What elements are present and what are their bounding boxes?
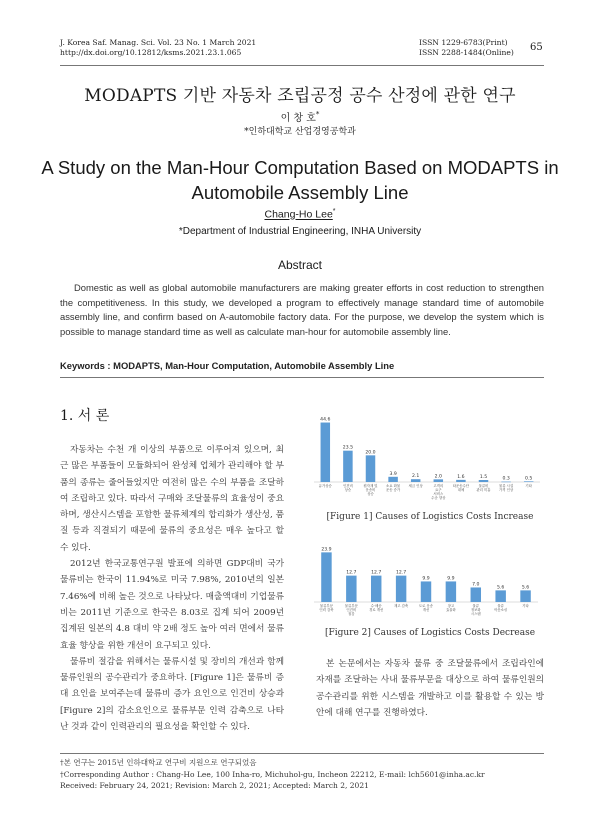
chart2-category-label: 기타 xyxy=(522,604,529,608)
figure2-caption: [Figure 2] Causes of Logistics Costs Decrease xyxy=(324,628,536,638)
journal-info xyxy=(60,38,256,58)
author-english xyxy=(0,208,600,221)
chart1-category-label: 원자재 및 운송비 상승 xyxy=(363,484,378,496)
chart1-category-label: 기타 xyxy=(525,484,532,488)
chart1-bar xyxy=(456,480,465,482)
body-right-column xyxy=(316,656,544,721)
abstract-rule xyxy=(60,377,544,378)
chart2-value-label: 23.9 xyxy=(321,547,332,553)
chart2-value-label: 7.0 xyxy=(472,582,480,588)
footnotes xyxy=(60,757,544,792)
issn-print: ISSN 1229-6783(Print) xyxy=(419,38,508,47)
chart1-value-label: 1.6 xyxy=(457,474,465,480)
abstract-text: Domestic as well as global automobile manufacturers are making greater efforts in cost reduction to strengthen the competitiveness. In this study, we developed a program to effectively manage standard time of automobile assembly line, and confirm based on A-automobile factory data. For the purpose, we develop the system which is possible to manage standard time as well as calculate man-hour for automobile assembly line. xyxy=(60,282,544,337)
journal-citation: J. Korea Saf. Manag. Sci. Vol. 23 No. 1 March 2021 xyxy=(60,38,257,47)
chart2-bar xyxy=(471,587,481,602)
chart2-value-label: 12.7 xyxy=(395,570,407,576)
chart2-category-label: 수·배송 경로 개선 xyxy=(369,604,384,612)
chart2-value-label: 9.9 xyxy=(422,576,430,582)
chart1-value-label: 23.5 xyxy=(342,445,354,451)
body-paragraph: 2012년 한국교통연구원 발표에 의하면 GDP대비 국가물류비는 한국이 11.94%로 미국 7.98%, 2010년의 일본 7.46%에 비해 높은 것으로 나타났다. 매출액대비 기업물류비는 2011년 기준으로 한국은 8.03로 집계 되어 2009년 집계된 일본의 4.8 대비 약 2배 정도 높아 여러 면에서 물류효율 향상을 위한 개선이 요구되고 있다. xyxy=(60,559,284,651)
chart1-bar xyxy=(366,455,375,482)
chart1-value-label: 0.5 xyxy=(525,476,533,482)
chart1-value-label: 20.0 xyxy=(365,450,376,456)
chart2-bar xyxy=(321,552,331,602)
chart2-value-label: 12.7 xyxy=(346,570,357,576)
chart2-bar xyxy=(495,590,505,602)
chart1-bar xyxy=(411,479,420,482)
chart1-category-label: 인건비 상승 xyxy=(342,484,353,492)
figure2-chart xyxy=(310,540,544,624)
affiliation-english: *Department of Industrial Engineering, INHA University xyxy=(178,226,422,237)
author-korean-mark: * xyxy=(315,110,320,119)
chart2-category-label: 창고 효율화 xyxy=(445,604,456,612)
author-english-mark: * xyxy=(332,208,336,215)
issn-info xyxy=(419,38,514,58)
chart1-category-label: 물류 시설 가격 인상 xyxy=(499,484,514,492)
chart1-category-label: 타운송수단 대체 xyxy=(452,484,470,492)
chart2-bar xyxy=(520,590,530,602)
chart2-bar xyxy=(346,576,356,602)
chart2-bar xyxy=(421,581,431,602)
figure1-caption: [Figure 1] Causes of Logistics Costs Increase xyxy=(326,512,534,522)
chart2-category-label: 물류부문 인건비 절감 xyxy=(344,604,358,616)
chart1-value-label: 3.9 xyxy=(389,471,397,477)
chart1-bar xyxy=(321,423,330,482)
chart1-value-label: 44.6 xyxy=(320,417,331,423)
author-korean xyxy=(0,109,600,124)
chart1-category-label: 고객의 요구 서비스 수준 향상 xyxy=(431,484,446,500)
chart1-category-label: 유가상승 xyxy=(318,484,332,488)
footnote-dates: Received: February 24, 2021; Revision: March 2, 2021; Accepted: March 2, 2021 xyxy=(60,781,369,790)
keywords: Keywords : MODAPTS, Man-Hour Computation, Automobile Assembly Line xyxy=(60,360,395,371)
chart1-bar xyxy=(501,482,510,483)
chart1-bar xyxy=(479,480,488,482)
chart1-category-label: 소요 화물 운송 증가 xyxy=(386,484,401,492)
title-english-line1: A Study on the Man-Hour Computation Based on MODAPTS in xyxy=(41,157,559,178)
chart2-category-label: 물류부문 인력 감축 xyxy=(319,604,334,612)
chart1-bar xyxy=(343,451,352,482)
title-english-line2: Automobile Assembly Line xyxy=(191,182,409,203)
chart1-bar xyxy=(524,481,533,482)
chart2-value-label: 12.7 xyxy=(371,570,382,576)
body-paragraph: 자동차는 수천 개 이상의 부품으로 이루어져 있으며, 최근 많은 부품들이 모듈화되어 완성체 업체가 관리해야 할 부품의 종류는 줄어들었지만 여전히 많은 수의 부품을 조달하여 조립하고 있다. 따라서 구매와 조달물류의 효율성이 중요하며, 생산시스템을 포함한 물류체계의 합리화가 생산성, 품질 등과 직결되기 때문에 물류의 중요성은 매우 높다고 할 수 있다. xyxy=(60,445,284,553)
chart1-value-label: 1.5 xyxy=(479,475,488,480)
body-left-column xyxy=(60,442,284,735)
header-rule xyxy=(60,65,544,66)
chart2-category-label: 재고 감축 xyxy=(394,604,409,608)
chart1-value-label: 2.0 xyxy=(434,474,442,480)
chart2-category-label: 물류 아웃소싱 xyxy=(494,604,508,612)
footnote-corresponding-author: †Corresponding Author : Chang-Ho Lee, 100 Inha-ro, Michuhol-gu, Incheon 22212, E-mail: lch5601@inha.ac.kr xyxy=(60,769,485,779)
chart2-bar xyxy=(396,576,406,602)
chart2-bar xyxy=(371,576,381,602)
chart2-bar xyxy=(446,581,456,602)
body-paragraph: 물류비 절감을 위해서는 물류시설 및 장비의 개선과 함께 물류인원의 공수관리가 중요하다. [Figure 1]은 물류비 증대 요인을 보여주는데 물류비 증가 요인으로 인건비 상승과 [Figure 2]의 감소요인으로 물류부문 인력 감축으로 나타난 것과 같이 인력관리의 필요성을 확인할 수 있다. xyxy=(60,656,284,733)
footnote-rule xyxy=(60,753,544,754)
chart1-value-label: 0.3 xyxy=(502,476,510,482)
chart1-category-label: 물류비 관리 미흡 xyxy=(476,484,491,492)
author-english-name: Chang-Ho Lee xyxy=(264,208,333,221)
chart2-value-label: 5.6 xyxy=(497,585,505,591)
section-heading-intro: 1. 서 론 xyxy=(60,408,110,424)
footnote-funding: †본 연구는 2015년 인하대학교 연구비 지원으로 연구되었음 xyxy=(60,758,257,767)
abstract-heading: Abstract xyxy=(277,258,322,272)
page-number: 65 xyxy=(530,42,543,53)
chart2-value-label: 9.9 xyxy=(447,576,455,582)
affiliation-korean: *인하대학교 산업경영공학과 xyxy=(244,127,356,137)
title-korean: MODAPTS 기반 자동차 조립공정 공수 산정에 관한 연구 xyxy=(84,86,516,106)
chart1-category-label: 세금 인상 xyxy=(408,484,423,488)
chart1-value-label: 2.1 xyxy=(412,474,420,480)
chart1-bar xyxy=(388,477,397,482)
chart2-category-label: 물류 정보화 시스템 xyxy=(470,604,481,616)
author-korean-name: 이 창 호 xyxy=(280,113,316,124)
chart1-bar xyxy=(434,479,443,482)
issn-online: ISSN 2288-1484(Online) xyxy=(419,48,514,57)
figure1-chart xyxy=(310,410,544,502)
chart2-category-label: 도로 운송 개선 xyxy=(418,604,434,612)
title-english xyxy=(0,155,600,205)
chart2-value-label: 5.6 xyxy=(521,585,530,591)
journal-doi[interactable]: http://dx.doi.org/10.12812/ksms.2021.23.1.065 xyxy=(60,48,242,57)
body-paragraph: 본 논문에서는 자동차 물류 중 조달물류에서 조립라인에 자재를 조달하는 사내 물류부문을 대상으로 하여 물류인원의 공수관리를 위한 시스템을 개발하고 이를 활용할 수 있는 방안에 대해 연구를 진행하였다. xyxy=(316,659,544,718)
